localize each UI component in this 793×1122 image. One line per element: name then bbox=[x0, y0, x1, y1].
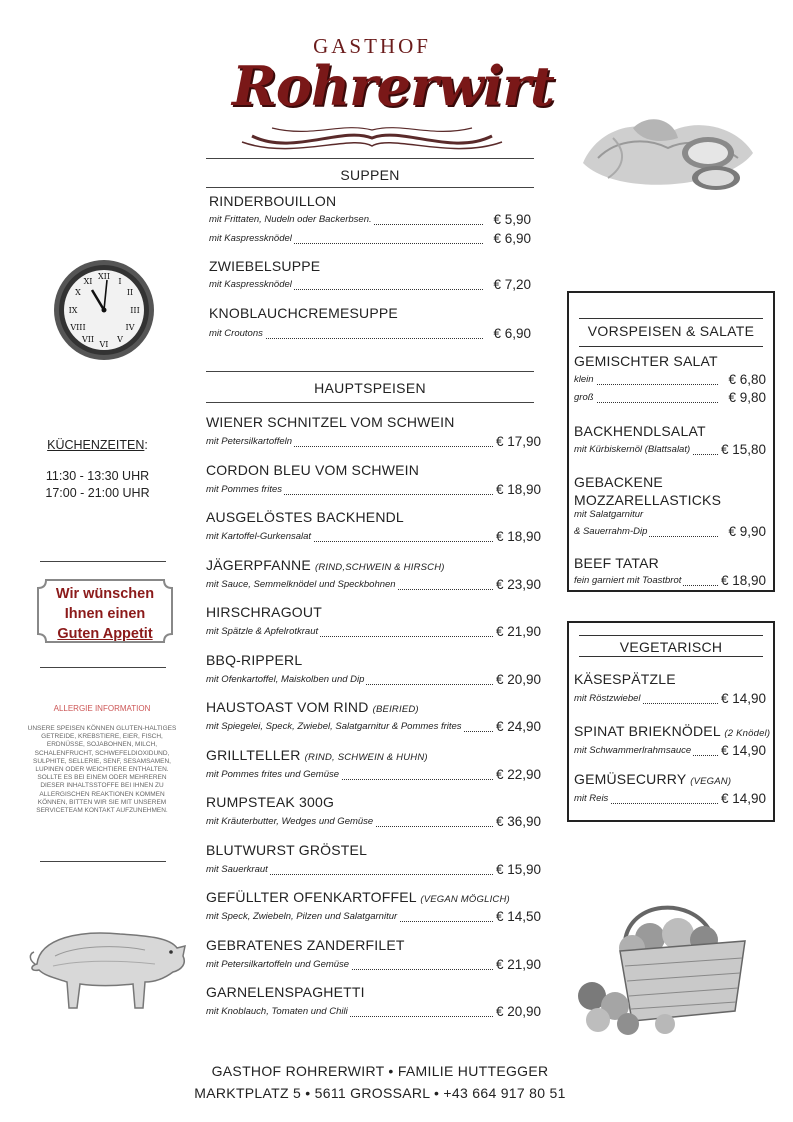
menu-item bbox=[574, 555, 766, 589]
svg-text:X: X bbox=[75, 288, 81, 297]
item-name: HIRSCHRAGOUT bbox=[206, 604, 322, 620]
item-name: BACKHENDLSALAT bbox=[574, 423, 706, 439]
item-price: € 18,90 bbox=[720, 573, 766, 588]
item-name: AUSGELÖSTES BACKHENDL bbox=[206, 509, 404, 525]
item-price: € 21,90 bbox=[495, 624, 541, 639]
logo-swirl-ornament bbox=[232, 116, 512, 156]
item-name: GEFÜLLTER OFENKARTOFFEL bbox=[206, 889, 417, 905]
item-name: GRILLTELLER bbox=[206, 746, 301, 763]
section-title-suppen: SUPPEN bbox=[340, 167, 400, 183]
svg-text:XII: XII bbox=[97, 272, 111, 281]
item-price: € 17,90 bbox=[495, 434, 541, 449]
item-description: mit Kaspressknödel bbox=[209, 233, 292, 244]
item-name: GARNELENSPAGHETTI bbox=[206, 984, 365, 1000]
item-price: € 23,90 bbox=[495, 576, 541, 592]
item-name: BLUTWURST GRÖSTEL bbox=[206, 841, 368, 858]
item-name: GEMÜSECURRY bbox=[574, 771, 687, 787]
item-price: € 14,90 bbox=[720, 743, 766, 758]
item-description: mit Kartoffel-Gurkensalat bbox=[206, 531, 312, 542]
divider bbox=[40, 667, 166, 668]
item-price: € 20,90 bbox=[495, 671, 541, 687]
allergy-title: ALLERGIE INFORMATION bbox=[53, 704, 151, 713]
item-note: (RIND, SCHWEIN & HUHN) bbox=[304, 751, 428, 763]
item-price: € 14,50 bbox=[495, 909, 541, 924]
menu-item bbox=[206, 747, 541, 783]
divider bbox=[206, 158, 534, 159]
kuechenzeiten-colon: : bbox=[144, 438, 148, 452]
menu-item bbox=[209, 258, 531, 293]
item-description: mit Petersilkartoffeln und Gemüse bbox=[206, 958, 350, 970]
item-name: RUMPSTEAK 300G bbox=[206, 794, 335, 810]
item-name-line2: MOZZARELLASTICKS bbox=[574, 492, 722, 508]
svg-text:VIII: VIII bbox=[70, 323, 86, 332]
menu-item bbox=[206, 889, 541, 925]
item-name: RINDERBOUILLON bbox=[209, 193, 337, 209]
clock-icon bbox=[52, 258, 156, 362]
item-description: klein bbox=[574, 374, 594, 385]
section-title-hauptspeisen: HAUPTSPEISEN bbox=[314, 380, 426, 396]
section-title-vegetarisch: VEGETARISCH bbox=[619, 639, 723, 655]
item-name: GEBRATENES ZANDERFILET bbox=[206, 936, 405, 953]
menu-item bbox=[206, 842, 541, 878]
restaurant-logo bbox=[232, 28, 554, 153]
svg-text:VI: VI bbox=[99, 340, 109, 349]
item-name: KNOBLAUCHCREMESUPPE bbox=[209, 305, 398, 321]
item-price: € 5,90 bbox=[493, 212, 531, 227]
menu-item bbox=[574, 723, 771, 759]
item-name: BEEF TATAR bbox=[574, 555, 659, 571]
item-price: € 9,90 bbox=[728, 524, 766, 539]
svg-text:I: I bbox=[118, 277, 122, 286]
kuechenzeiten-time-2: 17:00 - 21:00 UHR bbox=[45, 486, 150, 500]
menu-item bbox=[206, 604, 541, 640]
item-name: HAUSTOAST VOM RIND bbox=[206, 699, 369, 715]
item-price: € 7,20 bbox=[493, 277, 531, 292]
item-description: mit Petersilkartoffeln bbox=[206, 436, 293, 447]
kuechenzeiten-time-1: 11:30 - 13:30 UHR bbox=[45, 469, 150, 483]
kuechenzeiten-title: KÜCHENZEITEN bbox=[47, 438, 145, 452]
item-price: € 21,90 bbox=[495, 956, 541, 972]
pig-illustration bbox=[25, 916, 190, 1016]
item-price: € 36,90 bbox=[495, 814, 541, 829]
logo-gasthof: GASTHOF bbox=[313, 34, 431, 58]
item-name: GEMISCHTER SALAT bbox=[574, 353, 718, 369]
svg-text:IV: IV bbox=[125, 323, 135, 332]
item-description: mit Spiegelei, Speck, Zwiebel, Salatgarnitur & Pommes frites bbox=[206, 721, 462, 732]
appetit-line-1: Wir wünschen bbox=[55, 586, 155, 602]
item-price: € 14,90 bbox=[720, 691, 766, 706]
logo-name: Rohrerwirt bbox=[232, 54, 554, 118]
item-description: mit Röstzwiebel bbox=[574, 693, 641, 704]
item-name: BBQ-RIPPERL bbox=[206, 651, 303, 668]
item-description: fein garniert mit Toastbrot bbox=[574, 575, 682, 586]
svg-text:II: II bbox=[126, 288, 134, 297]
item-note: (RIND,SCHWEIN & HIRSCH) bbox=[314, 561, 445, 573]
footer-line-1: GASTHOF ROHRERWIRT • FAMILIE HUTTEGGER bbox=[211, 1063, 549, 1079]
vegetarisch-box bbox=[567, 621, 775, 822]
item-price: € 20,90 bbox=[495, 1004, 541, 1019]
item-note: (BEIRIED) bbox=[372, 704, 419, 715]
item-price: € 18,90 bbox=[495, 529, 541, 544]
item-description: mit Sauerkraut bbox=[206, 863, 268, 875]
menu-item bbox=[574, 353, 766, 406]
menu-item bbox=[574, 474, 766, 540]
item-price: € 14,90 bbox=[720, 791, 766, 806]
item-description: mit Knoblauch, Tomaten und Chili bbox=[206, 1006, 348, 1017]
item-note: (VEGAN MÖGLICH) bbox=[420, 894, 510, 905]
item-price: € 9,80 bbox=[728, 390, 766, 405]
item-description: mit Sauce, Semmelknödel und Speckbohnen bbox=[206, 578, 396, 590]
item-name: GEBACKENE bbox=[574, 474, 663, 490]
menu-item bbox=[574, 671, 766, 707]
footer-line-2: MARKTPLATZ 5 • 5611 GROSSARL • +43 664 917 80 51 bbox=[194, 1085, 566, 1101]
item-description: mit Spätzle & Apfelrotkraut bbox=[206, 626, 319, 637]
menu-item bbox=[206, 937, 541, 973]
item-description: mit Pommes frites bbox=[206, 483, 283, 495]
item-description: mit Kürbiskernöl (Blattsalat) bbox=[574, 444, 691, 455]
svg-text:V: V bbox=[117, 335, 123, 344]
menu-item bbox=[574, 423, 766, 458]
item-description: & Sauerrahm-Dip bbox=[574, 526, 648, 537]
divider bbox=[206, 402, 534, 403]
apple-basket-image bbox=[570, 896, 750, 1036]
appetit-line-3: Guten Appetit bbox=[57, 626, 153, 642]
menu-item bbox=[206, 509, 541, 545]
section-title-vorspeisen: VORSPEISEN & SALATE bbox=[587, 323, 755, 339]
item-description: mit Speck, Zwiebeln, Pilzen und Salatgarnitur bbox=[206, 911, 398, 922]
item-price: € 15,80 bbox=[720, 442, 766, 457]
item-description: mit Salatgarnitur bbox=[574, 509, 644, 520]
item-description: mit Ofenkartoffel, Maiskolben und Dip bbox=[206, 673, 365, 685]
item-description: mit Reis bbox=[574, 793, 609, 804]
item-price: € 22,90 bbox=[495, 766, 541, 782]
divider bbox=[40, 861, 166, 862]
vorspeisen-box bbox=[567, 291, 775, 592]
item-note: (2 Knödel) bbox=[724, 728, 771, 739]
menu-item bbox=[209, 305, 531, 342]
menu-item bbox=[206, 557, 541, 593]
item-name: KÄSESPÄTZLE bbox=[574, 671, 676, 687]
menu-item bbox=[206, 699, 541, 735]
menu-item bbox=[206, 462, 541, 498]
item-name: WIENER SCHNITZEL VOM SCHWEIN bbox=[206, 414, 455, 430]
menu-item bbox=[206, 794, 541, 830]
guten-appetit-frame bbox=[36, 578, 174, 644]
menu-item bbox=[206, 652, 541, 688]
item-description: mit Schwammerlrahmsauce bbox=[574, 745, 692, 756]
menu-item bbox=[574, 771, 766, 807]
item-description: mit Pommes frites und Gemüse bbox=[206, 768, 340, 780]
menu-item bbox=[206, 414, 541, 450]
menu-item bbox=[206, 984, 541, 1020]
item-price: € 6,90 bbox=[493, 326, 531, 341]
appetit-line-2: Ihnen einen bbox=[64, 606, 146, 622]
item-price: € 15,90 bbox=[495, 861, 541, 877]
svg-text:III: III bbox=[130, 306, 140, 315]
allergy-text: UNSERE SPEISEN KÖNNEN GLUTEN-HALTIGES GETREIDE, KREBSTIERE, EIER, FISCH, ERDNÜSSE, SOJABOHNEN, MILCH, SCHALENFRUCHT, SCHWEFELDIOXIDUND, SULPHITE, SELLERIE, SENF, SESAMSAMEN, LUPINEN ODER WEICHTIERE ENTHALTEN. SOLLTE ES BEI EINEM ODER MEHREREN DIESER INHALTSSTOFFE BEI IHNEN ZU ALLERGISCHEN REAKTIONEN KOMMEN KÖNNEN, BITTEN WIR SIE MIT UNSEREM SERVICETEAM KONTAKT AUFZUNEHMEN. bbox=[27, 725, 177, 815]
item-price: € 6,80 bbox=[728, 372, 766, 387]
divider bbox=[206, 371, 534, 372]
item-name: JÄGERPFANNE bbox=[206, 556, 311, 573]
item-note: (VEGAN) bbox=[690, 776, 732, 787]
salad-image bbox=[578, 108, 756, 200]
item-name: SPINAT BRIEKNÖDEL bbox=[574, 723, 721, 739]
svg-text:XI: XI bbox=[83, 277, 93, 286]
item-price: € 18,90 bbox=[495, 481, 541, 497]
item-name: ZWIEBELSUPPE bbox=[209, 258, 321, 274]
svg-text:IX: IX bbox=[68, 306, 78, 315]
item-description: groß bbox=[574, 392, 594, 403]
item-price: € 24,90 bbox=[495, 719, 541, 734]
item-description: mit Croutons bbox=[209, 328, 263, 339]
divider bbox=[206, 187, 534, 188]
divider bbox=[40, 561, 166, 562]
item-description: mit Kräuterbutter, Wedges und Gemüse bbox=[206, 816, 374, 827]
svg-text:VII: VII bbox=[81, 335, 95, 344]
item-name: CORDON BLEU VOM SCHWEIN bbox=[206, 461, 420, 478]
item-description: mit Frittaten, Nudeln oder Backerbsen. bbox=[209, 214, 372, 225]
item-price: € 6,90 bbox=[493, 231, 531, 246]
menu-item bbox=[209, 193, 531, 247]
item-description: mit Kaspressknödel bbox=[209, 279, 292, 290]
